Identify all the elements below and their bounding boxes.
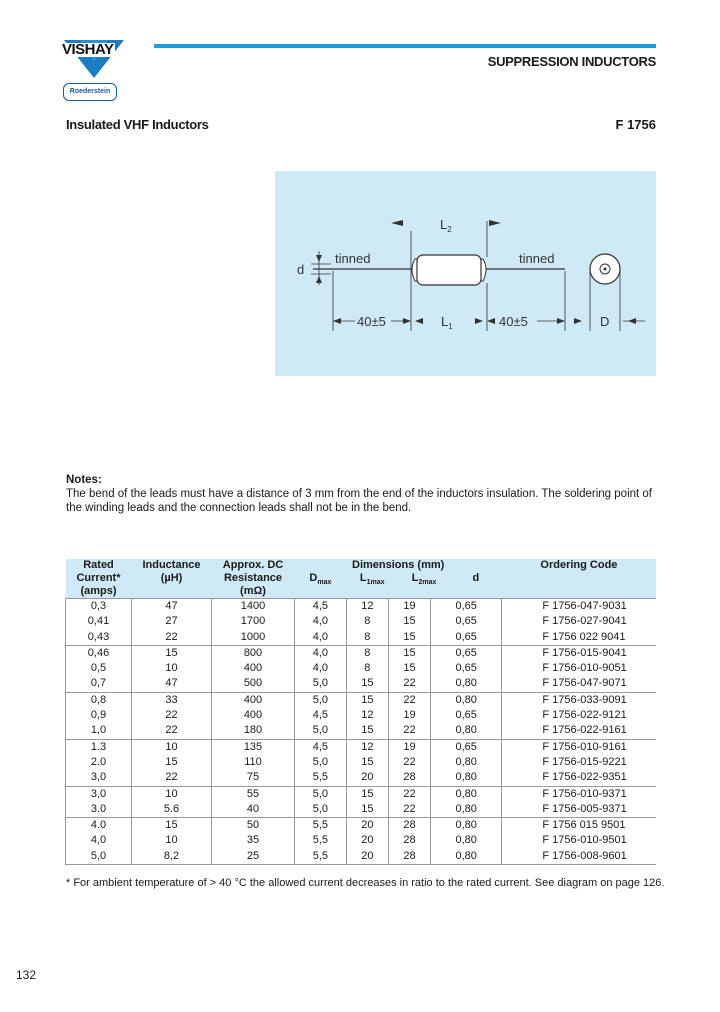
cell-l1max: 15: [346, 802, 388, 818]
cell-d: 0,80: [431, 676, 502, 692]
cell-rated-current: 1.3: [66, 739, 132, 755]
cell-l1max: 15: [346, 692, 388, 708]
cell-resistance: 180: [212, 723, 295, 739]
table-row: [66, 739, 657, 755]
cell-rated-current: 0,43: [66, 630, 132, 646]
lead-length-left: 40±5: [357, 314, 386, 329]
cell-resistance: 110: [212, 755, 295, 770]
cell-rated-current: 0,7: [66, 676, 132, 692]
cell-resistance: 400: [212, 692, 295, 708]
cell-ordering-code: F 1756-022-9161: [502, 723, 656, 739]
cell-l2max: 22: [388, 802, 430, 818]
cell-inductance: 8,2: [132, 849, 212, 865]
table-row: [66, 692, 657, 708]
cell-l2max: 15: [388, 630, 430, 646]
cell-l1max: 15: [346, 755, 388, 770]
product-title: Insulated VHF Inductors: [66, 117, 209, 132]
header-resistance: Approx. DC Resistance (mΩ): [212, 559, 295, 599]
cell-ordering-code: F 1756-010-9371: [502, 786, 656, 802]
table-row: [66, 708, 657, 723]
cell-l2max: 28: [388, 849, 430, 865]
header-d: d: [472, 572, 480, 584]
table-row: [66, 645, 657, 661]
cell-d: 0,65: [431, 708, 502, 723]
header-inductance: Inductance (µH): [132, 559, 212, 599]
notes-heading: Notes:: [66, 474, 102, 486]
cell-l1max: 15: [346, 676, 388, 692]
cell-resistance: 50: [212, 818, 295, 834]
cell-l2max: 28: [388, 818, 430, 834]
cell-l2max: 28: [388, 833, 430, 848]
cell-inductance: 47: [132, 599, 212, 615]
cell-dmax: 5,0: [295, 723, 347, 739]
cell-l2max: 28: [388, 770, 430, 786]
cell-rated-current: 0,9: [66, 708, 132, 723]
cell-ordering-code: F 1756-015-9221: [502, 755, 656, 770]
cell-d: 0,80: [431, 818, 502, 834]
cell-d: 0,65: [431, 739, 502, 755]
cell-l1max: 20: [346, 833, 388, 848]
page-number: 132: [16, 968, 37, 982]
cell-dmax: 5,5: [295, 849, 347, 865]
cell-d: 0,80: [431, 755, 502, 770]
cell-dmax: 5,5: [295, 833, 347, 848]
cell-ordering-code: F 1756 015 9501: [502, 818, 656, 834]
roederstein-logo: Roederstein: [63, 83, 117, 101]
cell-dmax: 5,0: [295, 786, 347, 802]
cell-rated-current: 2.0: [66, 755, 132, 770]
cell-l1max: 12: [346, 599, 388, 615]
cell-rated-current: 0,3: [66, 599, 132, 615]
cell-l1max: 8: [346, 645, 388, 661]
table-row: [66, 614, 657, 629]
cell-ordering-code: F 1756-015-9041: [502, 645, 656, 661]
cell-l1max: 20: [346, 770, 388, 786]
cell-rated-current: 4,0: [66, 833, 132, 848]
d-label: d: [297, 262, 305, 277]
tinned-right-label: tinned: [519, 251, 555, 266]
cell-ordering-code: F 1756-010-9501: [502, 833, 656, 848]
cell-inductance: 22: [132, 770, 212, 786]
vishay-logo-text: VISHAY: [62, 41, 114, 58]
cell-inductance: 47: [132, 676, 212, 692]
cell-l1max: 20: [346, 849, 388, 865]
cell-rated-current: 5,0: [66, 849, 132, 865]
cell-inductance: 10: [132, 661, 212, 676]
cell-l2max: 22: [388, 723, 430, 739]
table-row: [66, 818, 657, 834]
cell-dmax: 4,5: [295, 599, 347, 615]
cell-d: 0,80: [431, 786, 502, 802]
cell-d: 0,80: [431, 849, 502, 865]
header-ordering-code: Ordering Code: [502, 559, 656, 599]
header-dmax: $D_{max}$: [309, 572, 332, 587]
cell-dmax: 5,0: [295, 692, 347, 708]
cell-ordering-code: F 1756-047-9031: [502, 599, 656, 615]
cell-l2max: 19: [388, 599, 430, 615]
cell-rated-current: 0,5: [66, 661, 132, 676]
cell-l2max: 22: [388, 676, 430, 692]
cell-rated-current: 3.0: [66, 802, 132, 818]
cell-l1max: 12: [346, 739, 388, 755]
cell-resistance: 800: [212, 645, 295, 661]
cell-l2max: 19: [388, 739, 430, 755]
table-row: [66, 599, 657, 615]
table-row: [66, 676, 657, 692]
cell-dmax: 4,0: [295, 645, 347, 661]
cell-resistance: 55: [212, 786, 295, 802]
cell-dmax: 4,0: [295, 614, 347, 629]
cell-resistance: 400: [212, 661, 295, 676]
cell-inductance: 33: [132, 692, 212, 708]
l1-label: $L_1$: [441, 314, 453, 331]
cell-rated-current: 0,46: [66, 645, 132, 661]
cell-ordering-code: F 1756-022-9351: [502, 770, 656, 786]
cell-l1max: 15: [346, 723, 388, 739]
cell-l2max: 22: [388, 755, 430, 770]
cell-inductance: 27: [132, 614, 212, 629]
cell-dmax: 5,0: [295, 755, 347, 770]
cell-dmax: 5,0: [295, 802, 347, 818]
cell-l1max: 12: [346, 708, 388, 723]
cell-d: 0,80: [431, 833, 502, 848]
cell-d: 0,80: [431, 723, 502, 739]
header-l1max: $L_{1max}$: [359, 572, 385, 587]
inductor-body: [417, 255, 481, 285]
header-rated-current: Rated Current* (amps): [66, 559, 132, 599]
cell-resistance: 1700: [212, 614, 295, 629]
cell-dmax: 5,5: [295, 818, 347, 834]
cell-d: 0,65: [431, 614, 502, 629]
cell-rated-current: 3,0: [66, 770, 132, 786]
part-number: F 1756: [615, 117, 656, 132]
cell-l2max: 22: [388, 786, 430, 802]
specification-table: [65, 559, 656, 865]
lead-length-right: 40±5: [499, 314, 528, 329]
cell-inductance: 15: [132, 645, 212, 661]
cell-l1max: 8: [346, 661, 388, 676]
cell-d: 0,65: [431, 599, 502, 615]
D-label: D: [600, 314, 610, 329]
cell-inductance: 22: [132, 630, 212, 646]
cell-rated-current: 3,0: [66, 786, 132, 802]
l2-label: $L_2$: [440, 217, 452, 234]
cell-inductance: 22: [132, 723, 212, 739]
cell-l2max: 15: [388, 645, 430, 661]
cell-dmax: 4,5: [295, 739, 347, 755]
table-body: [66, 599, 657, 865]
cell-inductance: 10: [132, 739, 212, 755]
table-row: [66, 630, 657, 646]
cell-resistance: 500: [212, 676, 295, 692]
section-title: SUPPRESSION INDUCTORS: [487, 54, 656, 69]
cell-dmax: 5,5: [295, 770, 347, 786]
cell-rated-current: 0,8: [66, 692, 132, 708]
cell-d: 0,65: [431, 661, 502, 676]
dimension-drawing: [275, 171, 656, 376]
cell-ordering-code: F 1756-008-9601: [502, 849, 656, 865]
cell-dmax: 4,0: [295, 630, 347, 646]
table-row: [66, 849, 657, 865]
cell-rated-current: 0,41: [66, 614, 132, 629]
cell-d: 0,80: [431, 692, 502, 708]
cell-resistance: 35: [212, 833, 295, 848]
cell-inductance: 22: [132, 708, 212, 723]
cell-ordering-code: F 1756-047-9071: [502, 676, 656, 692]
header-dimensions: [295, 559, 502, 599]
cell-d: 0,80: [431, 770, 502, 786]
table-row: [66, 770, 657, 786]
cell-ordering-code: F 1756-033-9091: [502, 692, 656, 708]
cell-inductance: 5.6: [132, 802, 212, 818]
table-row: [66, 723, 657, 739]
cell-rated-current: 1,0: [66, 723, 132, 739]
cell-l2max: 19: [388, 708, 430, 723]
cell-dmax: 5,0: [295, 676, 347, 692]
cell-rated-current: 4.0: [66, 818, 132, 834]
cell-d: 0,65: [431, 630, 502, 646]
cell-inductance: 15: [132, 755, 212, 770]
table-row: [66, 786, 657, 802]
cell-dmax: 4,0: [295, 661, 347, 676]
cell-ordering-code: F 1756-005-9371: [502, 802, 656, 818]
cell-resistance: 1400: [212, 599, 295, 615]
cell-resistance: 1000: [212, 630, 295, 646]
cell-inductance: 15: [132, 818, 212, 834]
cell-l2max: 15: [388, 614, 430, 629]
cell-resistance: 400: [212, 708, 295, 723]
cell-ordering-code: F 1756-010-9161: [502, 739, 656, 755]
cell-inductance: 10: [132, 786, 212, 802]
cell-resistance: 25: [212, 849, 295, 865]
cell-l1max: 8: [346, 614, 388, 629]
table-row: [66, 802, 657, 818]
cell-dmax: 4,5: [295, 708, 347, 723]
header-dimensions-title: Dimensions (mm): [352, 559, 445, 571]
cell-ordering-code: F 1756-010-9051: [502, 661, 656, 676]
cell-inductance: 10: [132, 833, 212, 848]
cell-l1max: 8: [346, 630, 388, 646]
cell-ordering-code: F 1756-027-9041: [502, 614, 656, 629]
header-l2max: $L_{2max}$: [411, 572, 437, 587]
table-row: [66, 833, 657, 848]
footnote: * For ambient temperature of > 40 °C the allowed current decreases in ratio to the rated current. See diagram on page 126.: [66, 877, 665, 889]
cell-ordering-code: F 1756 022 9041: [502, 630, 656, 646]
cell-d: 0,80: [431, 802, 502, 818]
cell-resistance: 135: [212, 739, 295, 755]
cell-l1max: 15: [346, 786, 388, 802]
cell-resistance: 75: [212, 770, 295, 786]
cell-resistance: 40: [212, 802, 295, 818]
tinned-left-label: tinned: [335, 251, 371, 266]
cell-l1max: 20: [346, 818, 388, 834]
notes-text: The bend of the leads must have a distance of 3 mm from the end of the inductors insulation. The soldering point of the winding leads and the connection leads shall not be in the bend.: [66, 488, 652, 514]
cell-ordering-code: F 1756-022-9121: [502, 708, 656, 723]
header-rule: [154, 44, 656, 48]
table-row: [66, 661, 657, 676]
cell-l2max: 15: [388, 661, 430, 676]
table-row: [66, 755, 657, 770]
cell-l2max: 22: [388, 692, 430, 708]
cell-d: 0,65: [431, 645, 502, 661]
